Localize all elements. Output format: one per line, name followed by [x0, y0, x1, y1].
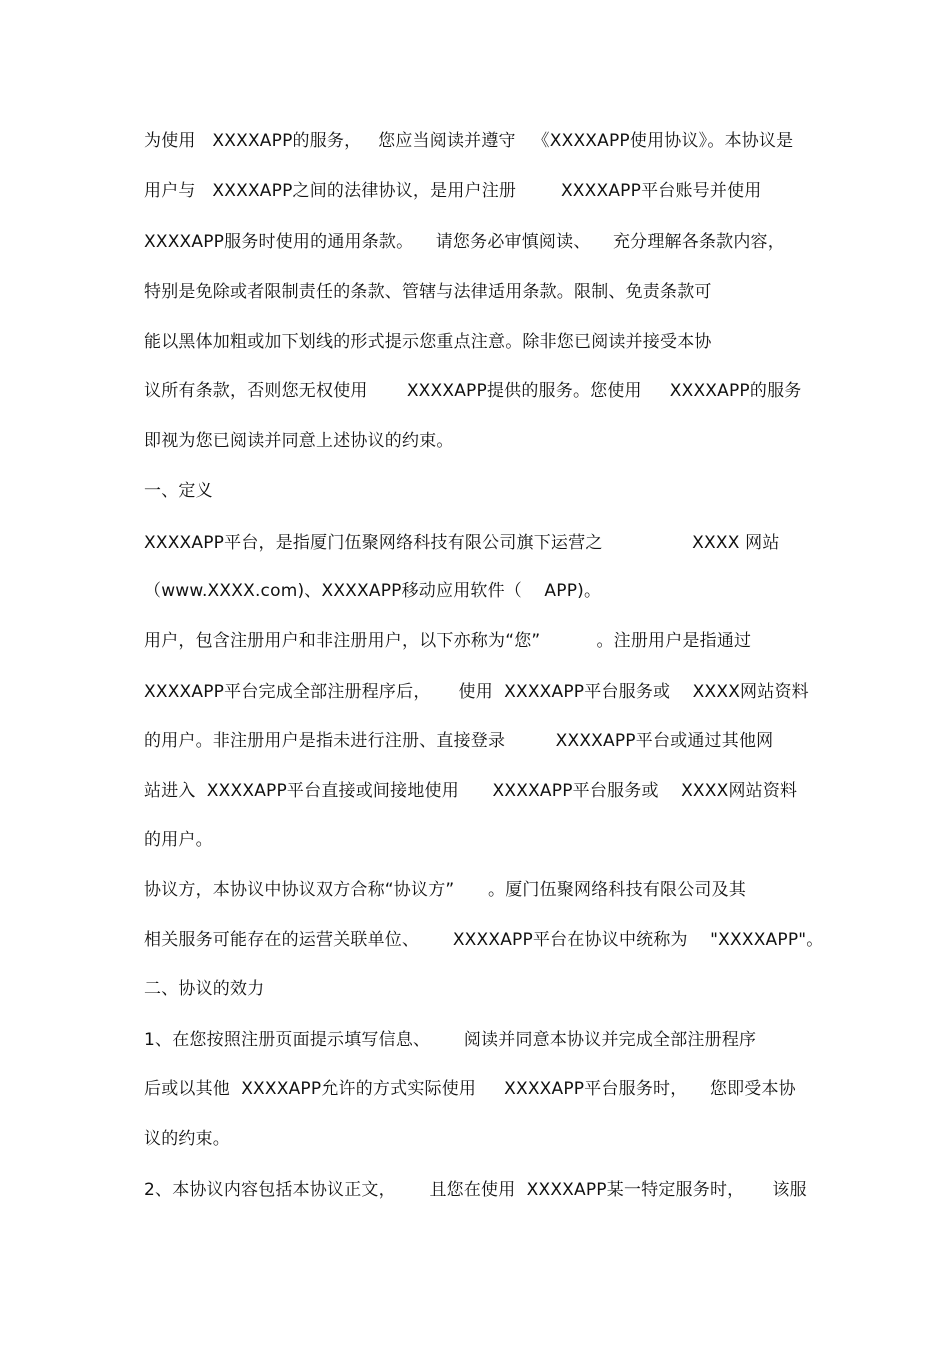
paragraph-line: 的用户。 [144, 830, 213, 850]
paragraph-line: 相关服务可能存在的运营关联单位、 XXXXAPP平台在协议中统称为 "XXXXAPP"。 [144, 930, 824, 950]
paragraph-line: 站进入 XXXXAPP平台直接或间接地使用 XXXXAPP平台服务或 XXXX网站资料 [144, 781, 798, 801]
paragraph-line: 的用户。非注册用户是指未进行注册、直接登录 XXXXAPP平台或通过其他网 [144, 731, 774, 751]
paragraph-line: 能以黑体加粗或加下划线的形式提示您重点注意。除非您已阅读并接受本协 [144, 332, 712, 352]
section-heading: 二、协议的效力 [144, 979, 265, 999]
paragraph-line: 议的约束。 [144, 1129, 230, 1149]
paragraph-line: XXXXAPP服务时使用的通用条款。 请您务必审慎阅读、 充分理解各条款内容， [144, 232, 785, 252]
paragraph-line: 即视为您已阅读并同意上述协议的约束。 [144, 431, 454, 451]
paragraph-line: 特别是免除或者限制责任的条款、管辖与法律适用条款。限制、免责条款可 [144, 282, 712, 302]
paragraph-line: 2、本协议内容包括本协议正文， 且您在使用 XXXXAPP某一特定服务时， 该服 [144, 1180, 807, 1200]
paragraph-line: 为使用 XXXXAPP的服务， 您应当阅读并遵守 《XXXXAPP使用协议》。本协议是 [144, 131, 794, 151]
paragraph-line: 议所有条款，否则您无权使用 XXXXAPP提供的服务。您使用 XXXXAPP的服务 [144, 381, 802, 401]
paragraph-line: 后或以其他 XXXXAPP允许的方式实际使用 XXXXAPP平台服务时， 您即受本协 [144, 1079, 796, 1099]
paragraph-line: 协议方，本协议中协议双方合称“协议方” 。厦门伍聚网络科技有限公司及其 [144, 880, 747, 900]
paragraph-line: 用户，包含注册用户和非注册用户，以下亦称为“您” 。注册用户是指通过 [144, 631, 752, 651]
paragraph-line: （www.XXXX.com)、XXXXAPP移动应用软件（ APP)。 [144, 581, 602, 601]
section-heading: 一、定义 [144, 481, 213, 501]
paragraph-line: XXXXAPP平台，是指厦门伍聚网络科技有限公司旗下运营之 XXXX 网站 [144, 533, 780, 553]
paragraph-line: XXXXAPP平台完成全部注册程序后， 使用 XXXXAPP平台服务或 XXXX网站资料 [144, 682, 809, 702]
paragraph-line: 用户与 XXXXAPP之间的法律协议，是用户注册 XXXXAPP平台账号并使用 [144, 181, 762, 201]
paragraph-line: 1、在您按照注册页面提示填写信息、 阅读并同意本协议并完成全部注册程序 [144, 1030, 757, 1050]
